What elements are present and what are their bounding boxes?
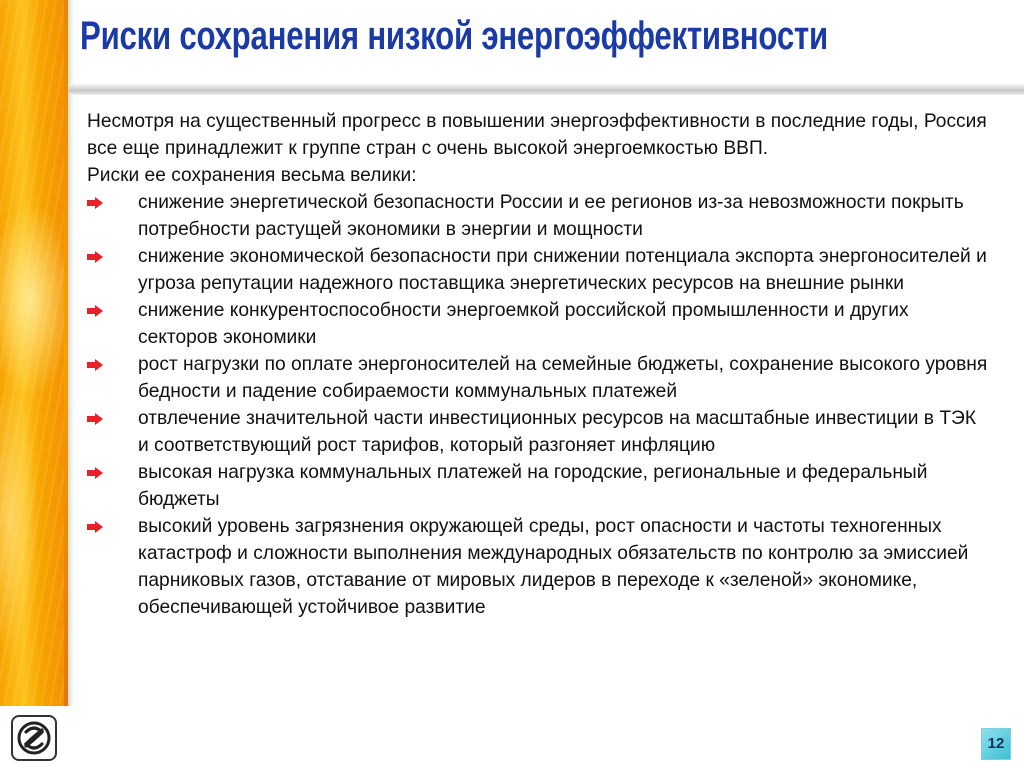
page-number: 12 (981, 728, 1011, 760)
risk-item (87, 459, 992, 513)
decorative-band-shadow (68, 0, 74, 706)
arrow-bullet-icon (87, 467, 103, 479)
risk-item-text: высокий уровень загрязнения окружающей среды, рост опасности и частоты техногенных катастроф и сложности выполнения международных обязательств по контролю за эмиссией парниковых газов, отставание от мировых лидеров в переходе к «зеленой» экономике, обеспечивающей устойчивое развитие (138, 516, 969, 618)
risk-item (87, 189, 992, 243)
header-divider (68, 84, 1024, 95)
risk-item-text: рост нагрузки по оплате энергоносителей на семейные бюджеты, сохранение высокого уровня бедности и падение собираемости коммунальных платежей (138, 354, 988, 402)
risk-list (87, 189, 992, 621)
slide-title: Риски сохранения низкой энергоэффективности (80, 14, 828, 58)
arrow-bullet-icon (87, 305, 103, 317)
risk-item (87, 243, 992, 297)
risks-heading: Риски ее сохранения весьма велики: (87, 165, 417, 186)
risk-item-text: высокая нагрузка коммунальных платежей на городские, региональные и федеральный бюджеты (138, 462, 928, 510)
arrow-bullet-icon (87, 359, 103, 371)
slide-body (87, 108, 992, 621)
risk-item (87, 297, 992, 351)
risk-item-text: снижение экономической безопасности при снижении потенциала экспорта энергоносителей и угроза репутации надежного поставщика энергетических ресурсов на внешние рынки (138, 246, 987, 294)
risk-item (87, 351, 992, 405)
risk-item-text: снижение конкурентоспособности энергоемкой российской промышленности и других секторов экономики (138, 300, 909, 348)
decorative-band (0, 0, 66, 706)
arrow-bullet-icon (87, 251, 103, 263)
arrow-bullet-icon (87, 413, 103, 425)
arrow-bullet-icon (87, 521, 103, 533)
risk-item (87, 513, 992, 621)
risk-item (87, 405, 992, 459)
arrow-bullet-icon (87, 197, 103, 209)
organization-logo-icon (11, 715, 57, 761)
risk-item-text: снижение энергетической безопасности России и ее регионов из-за невозможности покрыть потребности растущей экономики в энергии и мощности (138, 192, 964, 240)
risk-item-text: отвлечение значительной части инвестиционных ресурсов на масштабные инвестиции в ТЭК и соответствующий рост тарифов, который разгоняет инфляцию (138, 408, 977, 456)
intro-paragraph: Несмотря на существенный прогресс в повышении энергоэффективности в последние годы, Россия все еще принадлежит к группе стран с очень высокой энергоемкостью ВВП. (87, 111, 987, 159)
